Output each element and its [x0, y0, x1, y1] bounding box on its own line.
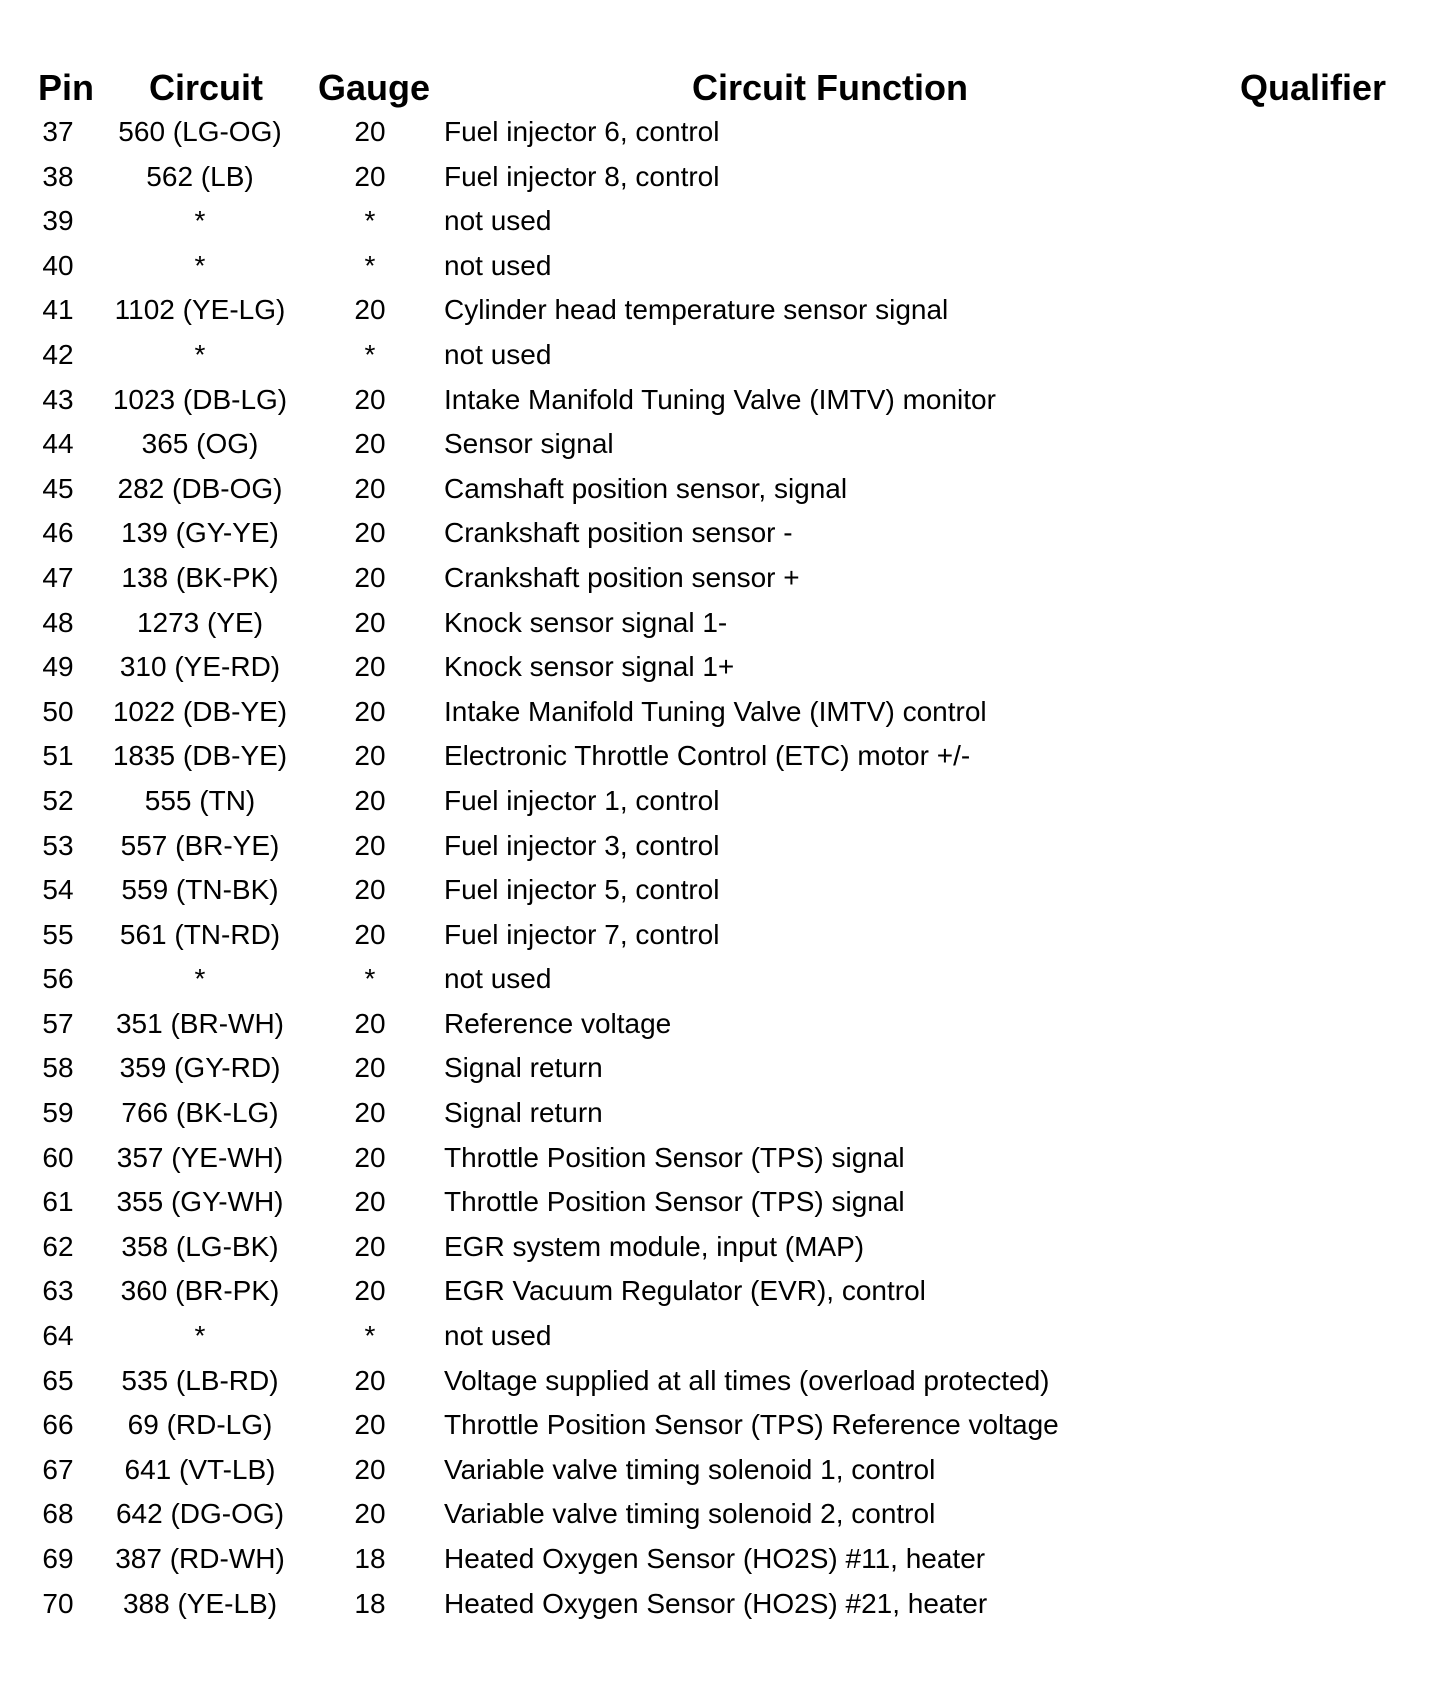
table-row	[0, 1225, 1435, 1270]
header-pin: Pin	[37, 67, 94, 108]
pin-cell: 51	[42, 740, 74, 772]
table-row	[0, 1136, 1435, 1181]
table-row	[0, 244, 1435, 289]
gauge-cell: 20	[354, 606, 386, 638]
circuit-cell: 359 (GY-RD)	[119, 1052, 281, 1084]
table-row	[0, 288, 1435, 333]
circuit-function-cell: Heated Oxygen Sensor (HO2S) #11, heater	[444, 1543, 986, 1574]
circuit-function-cell: Intake Manifold Tuning Valve (IMTV) control	[444, 695, 987, 727]
circuit-cell: 559 (TN-BK)	[121, 874, 279, 906]
pin-cell: 41	[42, 294, 74, 326]
circuit-cell: 1102 (YE-LG)	[114, 294, 286, 326]
pin-cell: 47	[42, 561, 74, 593]
gauge-cell: 20	[354, 1186, 386, 1218]
circuit-cell: 560 (LG-OG)	[118, 116, 282, 147]
gauge-cell: 20	[354, 1097, 386, 1129]
circuit-cell: 642 (DG-OG)	[115, 1498, 285, 1530]
pin-cell: 52	[42, 784, 74, 816]
table-row	[0, 199, 1435, 244]
gauge-cell: 18	[354, 1587, 386, 1619]
table-header	[0, 62, 1435, 114]
circuit-cell: *	[194, 249, 206, 281]
table-row	[0, 378, 1435, 423]
gauge-cell: 20	[354, 829, 386, 861]
circuit-function-cell: Cylinder head temperature sensor signal	[444, 294, 949, 326]
table-row	[0, 824, 1435, 869]
circuit-cell: 387 (RD-WH)	[115, 1543, 285, 1574]
pin-cell: 37	[42, 116, 74, 147]
pin-cell: 43	[42, 383, 74, 415]
gauge-cell: 20	[354, 383, 386, 415]
table-row	[0, 110, 1435, 155]
table-row	[0, 1091, 1435, 1136]
circuit-function-cell: Voltage supplied at all times (overload protected)	[444, 1364, 1050, 1396]
gauge-cell: 20	[354, 651, 386, 683]
gauge-cell: 20	[354, 918, 386, 950]
pin-cell: 59	[42, 1097, 74, 1129]
table-row	[0, 1582, 1435, 1627]
pin-cell: 62	[42, 1230, 74, 1262]
gauge-cell: 20	[354, 1453, 386, 1485]
table-row	[0, 155, 1435, 200]
circuit-function-cell: Crankshaft position sensor -	[444, 517, 793, 549]
gauge-cell: *	[364, 249, 376, 281]
gauge-cell: *	[364, 1320, 376, 1352]
circuit-function-cell: Signal return	[444, 1052, 603, 1084]
table-row	[0, 1314, 1435, 1359]
table-row	[0, 1403, 1435, 1448]
circuit-function-cell: Fuel injector 8, control	[444, 160, 720, 192]
circuit-cell: 310 (YE-RD)	[119, 651, 281, 683]
pin-cell: 55	[42, 918, 74, 950]
circuit-function-cell: Fuel injector 1, control	[444, 784, 720, 816]
table-row	[0, 1180, 1435, 1225]
header-qualifier: Qualifier	[1239, 67, 1387, 108]
circuit-cell: 561 (TN-RD)	[119, 918, 281, 950]
pin-cell: 60	[42, 1141, 74, 1173]
circuit-cell: *	[194, 338, 206, 370]
circuit-function-cell: EGR system module, input (MAP)	[444, 1230, 865, 1262]
circuit-function-cell: Knock sensor signal 1-	[444, 606, 728, 638]
circuit-cell: 138 (BK-PK)	[121, 561, 279, 593]
gauge-cell: 20	[354, 561, 386, 593]
circuit-cell: 351 (BR-WH)	[115, 1007, 284, 1039]
pin-cell: 64	[42, 1320, 74, 1352]
pin-cell: 63	[42, 1275, 74, 1307]
circuit-cell: 355 (GY-WH)	[116, 1186, 284, 1218]
circuit-function-cell: Throttle Position Sensor (TPS) signal	[444, 1186, 905, 1218]
table-row	[0, 422, 1435, 467]
pin-cell: 65	[42, 1364, 74, 1396]
pin-cell: 67	[42, 1453, 74, 1485]
gauge-cell: 20	[354, 472, 386, 504]
pin-cell: 49	[42, 651, 74, 683]
table-row	[0, 779, 1435, 824]
gauge-cell: 20	[354, 1007, 386, 1039]
circuit-cell: 358 (LG-BK)	[121, 1230, 279, 1262]
table-row	[0, 511, 1435, 556]
pin-cell: 45	[42, 472, 74, 504]
gauge-cell: 20	[354, 695, 386, 727]
pin-cell: 66	[42, 1409, 74, 1441]
circuit-cell: *	[194, 205, 206, 237]
gauge-cell: 20	[354, 1141, 386, 1173]
pin-cell: 70	[42, 1587, 74, 1619]
circuit-function-cell: not used	[444, 249, 552, 281]
gauge-cell: *	[364, 338, 376, 370]
table-row	[0, 1359, 1435, 1404]
table-row	[0, 1492, 1435, 1537]
pin-cell: 68	[42, 1498, 74, 1530]
table-row	[0, 1002, 1435, 1047]
gauge-cell: *	[364, 205, 376, 237]
circuit-cell: 365 (OG)	[141, 428, 259, 460]
gauge-cell: 20	[354, 160, 386, 192]
table-row	[0, 1537, 1435, 1582]
circuit-function-cell: Reference voltage	[444, 1007, 672, 1039]
gauge-cell: 20	[354, 1409, 386, 1441]
circuit-function-cell: Signal return	[444, 1097, 603, 1129]
circuit-function-cell: Fuel injector 6, control	[444, 116, 720, 147]
pin-cell: 40	[42, 249, 74, 281]
circuit-function-cell: Electronic Throttle Control (ETC) motor +/-	[444, 740, 971, 772]
circuit-cell: 535 (LB-RD)	[121, 1364, 279, 1396]
header-circuit-function: Circuit Function	[692, 67, 968, 108]
circuit-function-cell: EGR Vacuum Regulator (EVR), control	[444, 1275, 926, 1307]
pin-cell: 56	[42, 963, 74, 995]
circuit-cell: 1835 (DB-YE)	[112, 740, 288, 772]
table-row	[0, 467, 1435, 512]
pin-cell: 48	[42, 606, 74, 638]
circuit-cell: *	[194, 963, 206, 995]
circuit-function-cell: Fuel injector 7, control	[444, 918, 720, 950]
circuit-function-cell: not used	[444, 205, 552, 237]
circuit-function-cell: Crankshaft position sensor +	[444, 561, 800, 593]
table-row	[0, 957, 1435, 1002]
circuit-cell: *	[194, 1320, 206, 1352]
table-row	[0, 333, 1435, 378]
circuit-function-cell: Fuel injector 5, control	[444, 874, 720, 906]
circuit-function-cell: Fuel injector 3, control	[444, 829, 720, 861]
circuit-cell: 1023 (DB-LG)	[112, 383, 288, 415]
gauge-cell: 20	[354, 874, 386, 906]
circuit-cell: 139 (GY-YE)	[121, 517, 279, 549]
table-row	[0, 734, 1435, 779]
pin-cell: 46	[42, 517, 74, 549]
circuit-function-cell: Heated Oxygen Sensor (HO2S) #21, heater	[444, 1587, 988, 1619]
circuit-function-cell: Variable valve timing solenoid 1, control	[444, 1453, 936, 1485]
circuit-cell: 1022 (DB-YE)	[112, 695, 288, 727]
gauge-cell: 20	[354, 1498, 386, 1530]
gauge-cell: 20	[354, 1230, 386, 1262]
gauge-cell: 20	[354, 1275, 386, 1307]
circuit-function-cell: Variable valve timing solenoid 2, control	[444, 1498, 936, 1530]
gauge-cell: 20	[354, 1052, 386, 1084]
circuit-function-cell: not used	[444, 338, 552, 370]
table-row	[0, 913, 1435, 958]
circuit-cell: 357 (YE-WH)	[116, 1141, 284, 1173]
circuit-cell: 562 (LB)	[146, 160, 254, 192]
header-gauge: Gauge	[317, 67, 431, 108]
circuit-function-cell: not used	[444, 1320, 552, 1352]
circuit-cell: 69 (RD-LG)	[127, 1409, 273, 1441]
circuit-cell: 555 (TN)	[144, 784, 256, 816]
gauge-cell: 20	[354, 116, 386, 147]
pin-cell: 38	[42, 160, 74, 192]
circuit-cell: 557 (BR-YE)	[120, 829, 280, 861]
gauge-cell: *	[364, 963, 376, 995]
pin-cell: 44	[42, 428, 74, 460]
table-row	[0, 1448, 1435, 1493]
circuit-function-cell: Throttle Position Sensor (TPS) signal	[444, 1141, 905, 1173]
gauge-cell: 20	[354, 740, 386, 772]
table-row	[0, 868, 1435, 913]
table-row	[0, 1269, 1435, 1314]
pin-cell: 69	[42, 1543, 74, 1574]
gauge-cell: 20	[354, 428, 386, 460]
table-row	[0, 556, 1435, 601]
circuit-function-cell: Sensor signal	[444, 428, 614, 460]
gauge-cell: 20	[354, 784, 386, 816]
gauge-cell: 20	[354, 517, 386, 549]
pin-cell: 50	[42, 695, 74, 727]
circuit-cell: 641 (VT-LB)	[124, 1453, 276, 1485]
circuit-cell: 766 (BK-LG)	[121, 1097, 279, 1129]
circuit-cell: 1273 (YE)	[136, 606, 264, 638]
gauge-cell: 20	[354, 294, 386, 326]
pin-cell: 57	[42, 1007, 74, 1039]
pin-cell: 53	[42, 829, 74, 861]
circuit-function-cell: Throttle Position Sensor (TPS) Reference voltage	[444, 1409, 1059, 1441]
circuit-function-cell: Camshaft position sensor, signal	[444, 472, 848, 504]
table-row	[0, 690, 1435, 735]
table-row	[0, 645, 1435, 690]
header-circuit: Circuit	[148, 67, 263, 108]
pin-cell: 54	[42, 874, 74, 906]
circuit-cell: 282 (DB-OG)	[117, 472, 283, 504]
circuit-cell: 388 (YE-LB)	[122, 1587, 278, 1619]
circuit-function-cell: not used	[444, 963, 552, 995]
table-row	[0, 1046, 1435, 1091]
pin-cell: 58	[42, 1052, 74, 1084]
circuit-function-cell: Intake Manifold Tuning Valve (IMTV) monitor	[444, 383, 996, 415]
circuit-cell: 360 (BR-PK)	[120, 1275, 280, 1307]
pin-cell: 39	[42, 205, 74, 237]
pin-cell: 42	[42, 338, 74, 370]
circuit-function-cell: Knock sensor signal 1+	[444, 651, 735, 683]
table-row	[0, 601, 1435, 646]
gauge-cell: 18	[354, 1543, 386, 1574]
pin-cell: 61	[42, 1186, 74, 1218]
table-body	[0, 110, 1435, 1626]
gauge-cell: 20	[354, 1364, 386, 1396]
